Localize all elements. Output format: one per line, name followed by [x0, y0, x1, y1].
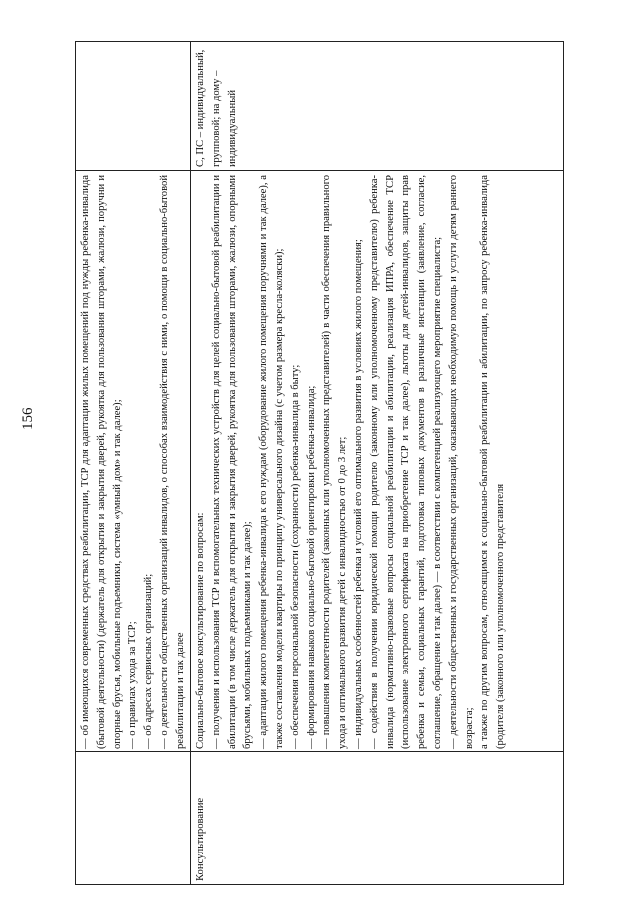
category-cell: Консультирование: [195, 797, 206, 881]
list-item: — повышения компетентности родителей (законных или уполномоченных представителей) в части обеспечения правильного ухода и оптимального развития детей с инвалидностью от 0 до 3 лет;: [321, 175, 349, 749]
content-cell: [78, 175, 189, 749]
page-number: 156: [20, 407, 36, 430]
list-item: — об адресах сервисных организаций;: [143, 573, 155, 749]
list-item: Социально-бытовое консультирование по вопросам:: [195, 512, 206, 749]
list-item: — об имеющихся современных средствах реабилитации, ТСР для адаптации жилых помещений под нужды ребенка-инвалида (бытовой деятельности) (держатель для открытия и закрытия дверей, рукоятка для пользования шторами, жалюзи, поручни и опорные брусья, мобильные подъемники, система «умный дом» и так далее);: [80, 175, 123, 749]
list-item: — адаптации жилого помещения ребенка-инвалида к его нуждам (оборудование жилого помещения поручнями и так далее), а также составления модели квартиры по принципу универсального дизайна (с учетом размера кресла-коляски);: [258, 175, 285, 749]
list-item: — о деятельности общественных организаций инвалидов, о способах взаимодействия с ними, о помощи в социально-бытовой реабилитации и так далее: [158, 175, 186, 749]
list-item: а также по другим вопросам, относящимся к социально-бытовой реабилитации и абилитации, по запросу ребенка-инвалида (родителя (законного или уполномоченного представителя: [479, 175, 507, 749]
list-item: — индивидуальных особенностей ребенка и условий его оптимального развития в условиях жилого помещения;: [352, 239, 364, 749]
list-item: — содействия в получении юридической помощи родителю (законному или уполномоченному представителю) ребенка-инвалида (нормативно-правовые вопросы социальной реабилитации и абилитации, реализация ИПРА, обеспечение ТСР (использование электронного сертификата на приобретение ТСР и так далее), льготы для детей-инвалидов, защиты прав ребенка и семьи, социальных гарантий, подготовка типовых документов в различные инстанции (заявление, согласие, соглашение, обращение и так далее) — в соответствии с компетенцией реализующего мероприятие специалиста;: [368, 175, 443, 749]
list-item: — о правилах ухода за ТСР;: [127, 621, 139, 749]
list-item: — деятельности общественных и государственных организаций, оказывающих необходимую помощь и услуги детям раннего возраста;: [447, 175, 475, 749]
table-row: [190, 41, 564, 885]
list-item: — получения и использования ТСР и вспомогательных технических устройств для целей социально-бытовой реабилитации и абилитации (в том числе держатель для открытия и закрытия дверей, рукоятка для пользования шторами, жалюзи, опорными брусьями, мобильных подъемниками и так далее);: [210, 175, 254, 749]
content-cell: [193, 175, 509, 749]
list-item: — обеспечения персональной безопасности (сохранности) ребенка-инвалида в быту;: [289, 364, 301, 749]
table-row: [75, 41, 191, 885]
rehabilitation-table: [75, 41, 563, 885]
form-cell: С, ПС – индивидуальный, групповой; на дому – индивидуальный: [195, 49, 238, 167]
list-item: — формирования навыков социально-бытовой ориентировки ребенка-инвалида;: [305, 385, 317, 749]
